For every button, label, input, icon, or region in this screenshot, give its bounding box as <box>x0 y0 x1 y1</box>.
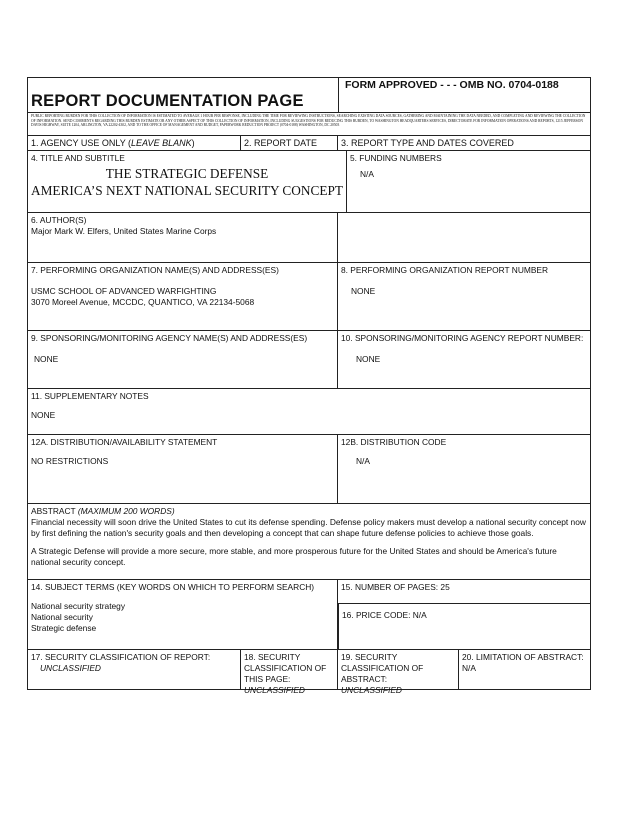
abstract-label-italic: (MAXIMUM 200 WORDS) <box>77 506 175 516</box>
subject-term: National security strategy <box>31 601 126 611</box>
number-of-pages-field[interactable] <box>338 580 590 604</box>
distribution-statement-field[interactable] <box>28 435 337 503</box>
spacer <box>31 593 334 601</box>
omb-number: FORM APPROVED - - - OMB NO. 0704-0188 <box>338 78 590 112</box>
distribution-code-label: 12B. DISTRIBUTION CODE <box>341 437 447 447</box>
sponsoring-report-value: NONE <box>356 354 381 364</box>
title-subtitle-label: 4. TITLE AND SUBTITLE <box>31 153 125 163</box>
report-documentation-form <box>27 77 591 695</box>
performing-org-line1: USMC SCHOOL OF ADVANCED WARFIGHTING <box>31 286 217 296</box>
authors-field[interactable] <box>28 213 337 262</box>
distribution-statement-value: NO RESTRICTIONS <box>31 456 109 466</box>
agency-use-label: 1. AGENCY USE ONLY ( <box>31 138 132 148</box>
distribution-code-field[interactable] <box>337 435 590 503</box>
sponsoring-agency-value: NONE <box>34 354 59 364</box>
row-supplementary <box>28 388 590 434</box>
spacer <box>31 448 334 456</box>
report-date-field[interactable] <box>240 136 337 150</box>
page-classification-value: UNCLASSIFIED <box>244 685 305 695</box>
subject-terms-field[interactable] <box>28 580 337 649</box>
row-abstract <box>28 503 590 579</box>
performing-org-line2: 3070 Moreel Avenue, MCCDC, QUANTICO, VA 22134-5068 <box>31 297 255 307</box>
distribution-code-value: N/A <box>356 456 370 466</box>
row-agency-date-type <box>28 135 590 150</box>
row-distribution <box>28 434 590 503</box>
report-date-label: 2. REPORT DATE <box>244 138 318 148</box>
sponsoring-report-label: 10. SPONSORING/MONITORING AGENCY REPORT NUMBER: <box>341 333 584 343</box>
abstract-paragraph-1: Financial necessity will soon drive the United States to cut its defense spending. Defense policy makers must develop a national security concept now by first defining the nation's security goals and then developing a concept that can shape future defense policies to achieve those goals. <box>31 517 586 538</box>
page-classification-field[interactable] <box>240 650 337 695</box>
price-code-field[interactable] <box>338 604 590 649</box>
agency-use-label-italic: LEAVE BLANK <box>131 138 192 148</box>
pages-price-column <box>337 580 590 649</box>
spacer <box>341 344 587 354</box>
abstract-label-wrap <box>31 506 587 517</box>
abstract-field[interactable] <box>28 504 590 579</box>
distribution-statement-label: 12A. DISTRIBUTION/AVAILABILITY STATEMENT <box>31 437 218 447</box>
report-classification-label: 17. SECURITY CLASSIFICATION OF REPORT: <box>31 652 211 662</box>
burden-notice: PUBLIC REPORTING BURDEN FOR THIS COLLECTION OF INFORMATION IS ESTIMATED TO AVERAGE 1 HOUR PER RESPONSE, INCLUDING THE TIME FOR REVIEWING INSTRUCTIONS, SEARCHING EXISTING DATA SOURCES, GATHERING AND MAINTAINING THE DATA NEEDED, AND COMPLETING AND REVIEWING THE COLLECTION OF INFORMATION. SEND COMMENTS REGARDING THIS BURDEN ESTIMATE OR ANY OTHER ASPECT OF THIS COLLECTION OF INFORMATION, INCLUDING SUGGESTIONS FOR REDUCING THIS BURDEN, TO WASHINGTON HEADQUARTERS SERVICES, DIRECTORATE FOR INFORMATION OPERATIONS AND REPORTS, 1215 JEFFERSON DAVIS HIGHWAY, SUITE 1204, ARLINGTON, VA 22202-4302, AND TO THE OFFICE OF MANAGEMENT AND BUDGET, PAPERWORK REDUCTION PROJECT (0704-0188) WASHINGTON, DC 20503 <box>31 114 586 128</box>
abstract-classification-label-3: ABSTRACT: <box>341 674 388 684</box>
burden-notice-row <box>28 112 590 135</box>
title-area <box>28 78 338 112</box>
row-authors <box>28 212 590 262</box>
report-type-field[interactable] <box>337 136 590 150</box>
performing-report-label: 8. PERFORMING ORGANIZATION REPORT NUMBER <box>341 265 549 275</box>
number-of-pages-label: 15. NUMBER OF PAGES: 25 <box>341 582 450 592</box>
abstract-label: ABSTRACT <box>31 506 78 516</box>
report-type-label: 3. REPORT TYPE AND DATES COVERED <box>341 138 514 148</box>
supplementary-notes-field[interactable] <box>28 389 590 434</box>
performing-report-value: NONE <box>351 286 376 296</box>
performing-org-label: 7. PERFORMING ORGANIZATION NAME(S) AND ADDRESS(ES) <box>31 265 279 275</box>
supplementary-notes-label: 11. SUPPLEMENTARY NOTES <box>31 391 149 401</box>
sponsoring-agency-field[interactable] <box>28 331 337 388</box>
spacer <box>31 344 334 354</box>
authors-blank-cell <box>337 213 590 262</box>
sponsoring-report-field[interactable] <box>337 331 590 388</box>
price-code-label: 16. PRICE CODE: N/A <box>342 610 427 620</box>
spacer <box>31 539 587 546</box>
subject-terms-label: 14. SUBJECT TERMS (KEY WORDS ON WHICH TO PERFORM SEARCH) <box>31 582 315 592</box>
row-subject-terms <box>28 579 590 649</box>
performing-report-field[interactable] <box>337 263 590 330</box>
spacer <box>341 276 587 286</box>
page-classification-label-1: 18. SECURITY <box>244 652 301 662</box>
agency-use-field[interactable] <box>28 136 240 150</box>
agency-use-label-end: ) <box>191 138 195 148</box>
row-performing <box>28 262 590 330</box>
sponsoring-agency-label: 9. SPONSORING/MONITORING AGENCY NAME(S) AND ADDRESS(ES) <box>31 333 308 343</box>
subject-term: Strategic defense <box>31 623 97 633</box>
funding-numbers-label: 5. FUNDING NUMBERS <box>350 153 442 163</box>
report-classification-field[interactable] <box>28 650 240 689</box>
subject-term: National security <box>31 612 93 622</box>
supplementary-notes-value: NONE <box>31 410 56 420</box>
row-classification <box>28 649 590 695</box>
limitation-value: N/A <box>462 663 476 673</box>
funding-numbers-value: N/A <box>360 169 374 179</box>
report-title-line2: AMERICA’S NEXT NATIONAL SECURITY CONCEPT <box>31 183 343 198</box>
page-title: REPORT DOCUMENTATION PAGE <box>31 92 304 110</box>
report-classification-value: UNCLASSIFIED <box>40 663 101 673</box>
abstract-paragraph-2: A Strategic Defense will provide a more secure, more stable, and more prosperous future for the United States and should be America's future national security concept. <box>31 546 557 567</box>
abstract-classification-label-1: 19. SECURITY <box>341 652 398 662</box>
page-classification-label-3: THIS PAGE: <box>244 674 291 684</box>
title-subtitle-field[interactable] <box>28 151 346 212</box>
limitation-label: 20. LIMITATION OF ABSTRACT: <box>462 652 584 662</box>
row-sponsoring <box>28 330 590 388</box>
performing-org-field[interactable] <box>28 263 337 330</box>
authors-label: 6. AUTHOR(S) <box>31 215 87 225</box>
abstract-classification-value: UNCLASSIFIED <box>341 685 402 695</box>
authors-value: Major Mark W. Elfers, United States Marine Corps <box>31 226 217 236</box>
row-title-funding <box>28 150 590 212</box>
funding-numbers-field[interactable] <box>346 151 590 212</box>
spacer <box>341 448 587 456</box>
abstract-classification-label-2: CLASSIFICATION OF <box>341 663 424 673</box>
header-row <box>28 78 590 112</box>
abstract-classification-field[interactable] <box>337 650 458 695</box>
spacer <box>31 402 587 410</box>
spacer <box>31 276 334 286</box>
limitation-field[interactable] <box>458 650 590 689</box>
report-title-line1: THE STRATEGIC DEFENSE <box>105 166 269 181</box>
page-classification-label-2: CLASSIFICATION OF <box>244 663 327 673</box>
